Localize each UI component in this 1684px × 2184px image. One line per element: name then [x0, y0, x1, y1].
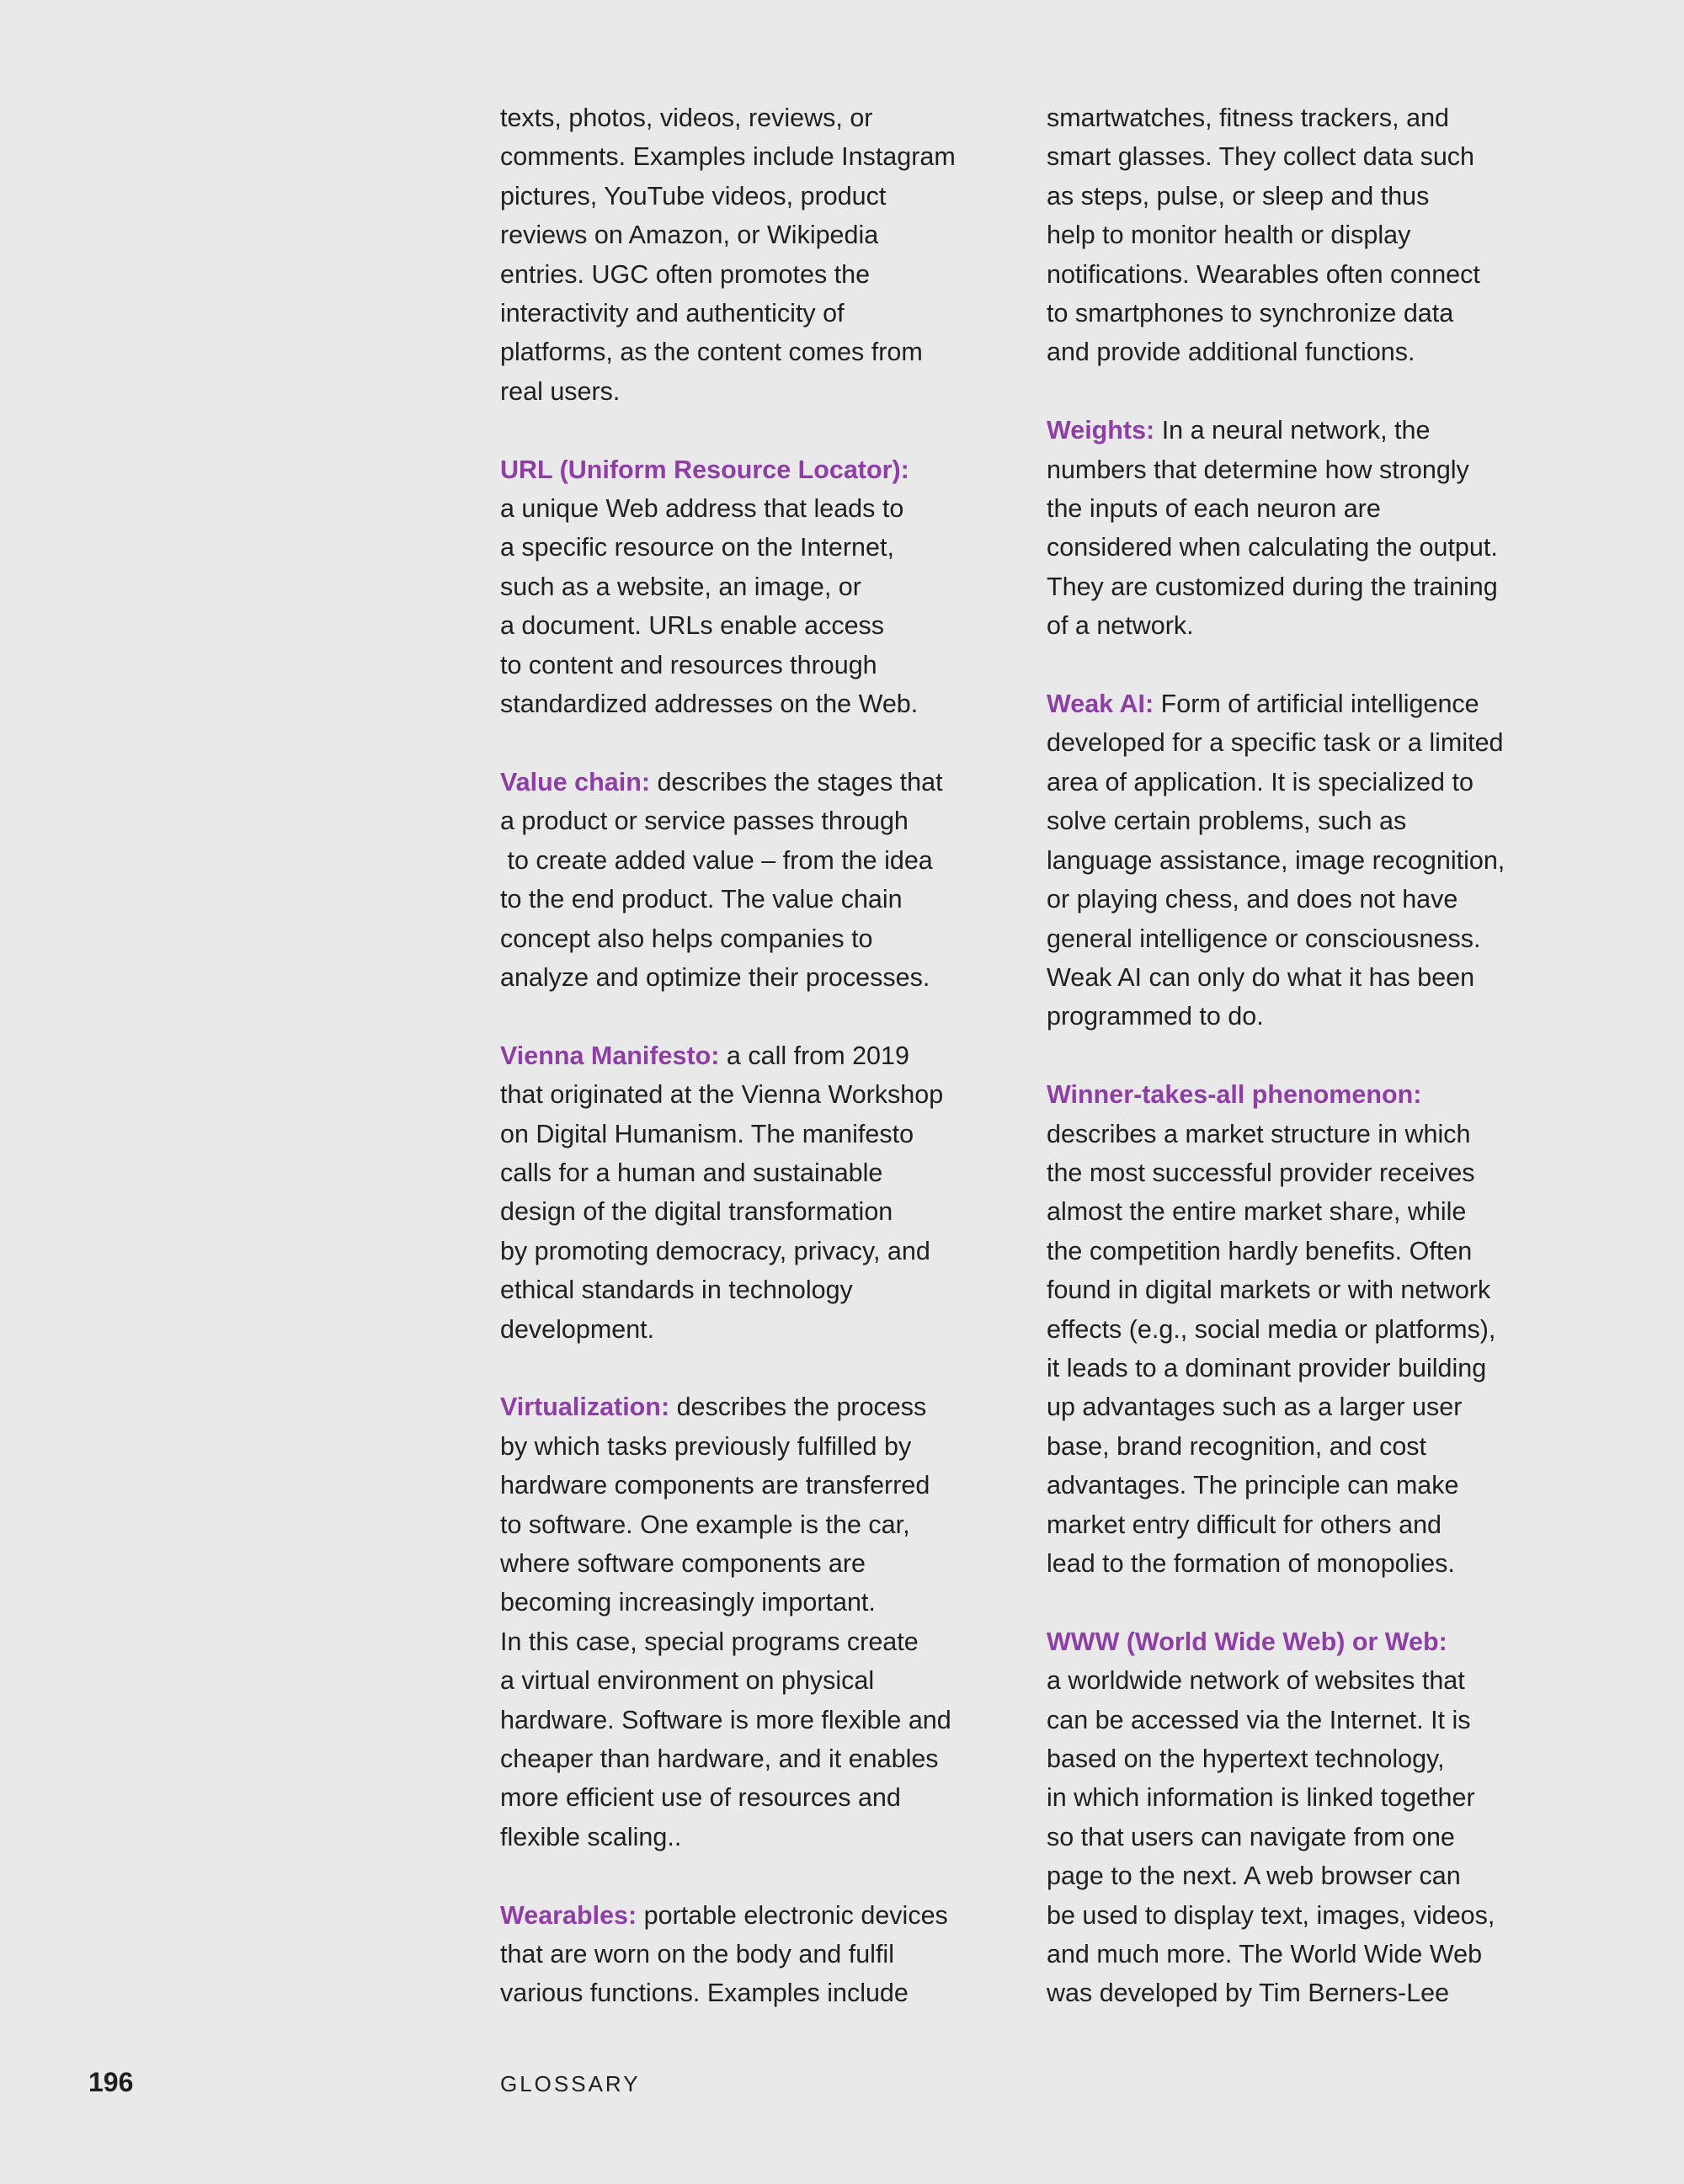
text-line: development.	[500, 1314, 655, 1344]
text-line: smartwatches, fitness trackers, and	[1047, 104, 1450, 132]
glossary-entry-www	[1047, 1622, 1552, 2013]
glossary-column-left	[500, 99, 1005, 2052]
text-line: market entry difficult for others and	[1047, 1510, 1442, 1539]
entry-text	[500, 1388, 1005, 1856]
text-line: describes a market structure in which	[1047, 1119, 1471, 1148]
definition-start: Form of artificial intelligence	[1160, 690, 1479, 719]
text-line: and much more. The World Wide Web	[1047, 1940, 1483, 1969]
entry-text	[1047, 1075, 1552, 1583]
text-line	[500, 1036, 1005, 1075]
glossary-entry-wearables	[500, 1896, 1005, 2013]
definition-start: In a neural network, the	[1161, 416, 1431, 445]
text-line: a worldwide network of websites that	[1047, 1666, 1465, 1696]
text-line: more efficient use of resources and	[500, 1783, 901, 1813]
text-line: notifications. Wearables often connect	[1047, 259, 1480, 289]
text-line: standardized addresses on the Web.	[500, 690, 919, 719]
text-line: ethical standards in technology	[500, 1276, 853, 1305]
entry-text	[500, 99, 1005, 411]
text-line: as steps, pulse, or sleep and thus	[1047, 181, 1430, 210]
text-line: real users.	[500, 376, 621, 406]
definition-start: a call from 2019	[726, 1041, 909, 1070]
text-line: area of application. It is specialized to	[1047, 767, 1474, 796]
text-line: a document. URLs enable access	[500, 611, 885, 641]
text-line: in which information is linked together	[1047, 1783, 1475, 1813]
glossary-column-right	[1047, 99, 1552, 2052]
text-line: Weak AI can only do what it has been	[1047, 962, 1475, 992]
glossary-entry-winner-takes-all	[1047, 1075, 1552, 1583]
text-line: of a network.	[1047, 611, 1194, 641]
glossary-term: Weights:	[1047, 416, 1155, 445]
text-line: or playing chess, and does not have	[1047, 885, 1458, 914]
entry-text	[1047, 684, 1552, 1036]
text-line: where software components are	[500, 1548, 866, 1578]
text-line: pictures, YouTube videos, product	[500, 181, 887, 210]
text-line: lead to the formation of monopolies.	[1047, 1548, 1455, 1578]
text-line: the most successful provider receives	[1047, 1158, 1475, 1187]
text-line: can be accessed via the Internet. It is	[1047, 1705, 1471, 1734]
text-line	[1047, 411, 1552, 450]
definition-start: portable electronic devices	[643, 1900, 948, 1930]
text-line: design of the digital transformation	[500, 1197, 893, 1227]
entry-text	[500, 1036, 1005, 1349]
glossary-term: Value chain:	[500, 767, 650, 796]
text-line: effects (e.g., social media or platforms),	[1047, 1314, 1496, 1344]
text-line: advantages. The principle can make	[1047, 1471, 1459, 1500]
text-line: a virtual environment on physical	[500, 1666, 875, 1696]
text-line: by which tasks previously fulfilled by	[500, 1431, 912, 1461]
text-line: the inputs of each neuron are	[1047, 494, 1381, 524]
glossary-term: Weak AI:	[1047, 690, 1154, 719]
definition-start: describes the process	[676, 1393, 927, 1422]
text-line: considered when calculating the output.	[1047, 533, 1498, 562]
text-line: be used to display text, images, videos,	[1047, 1900, 1495, 1930]
text-line: numbers that determine how strongly	[1047, 455, 1469, 484]
text-line	[500, 763, 1005, 802]
text-line: that are worn on the body and fulfil	[500, 1940, 894, 1969]
text-line: so that users can navigate from one	[1047, 1822, 1455, 1851]
text-line: becoming increasingly important.	[500, 1588, 876, 1617]
glossary-entry-weights	[1047, 411, 1552, 645]
text-line: entries. UGC often promotes the	[500, 259, 871, 289]
text-line: reviews on Amazon, or Wikipedia	[500, 221, 879, 250]
text-line: to create added value – from the idea	[500, 845, 933, 875]
text-line: found in digital markets or with network	[1047, 1276, 1491, 1305]
glossary-entry-url	[500, 450, 1005, 724]
text-line: platforms, as the content comes from	[500, 338, 923, 367]
glossary-term: Wearables:	[500, 1900, 637, 1930]
glossary-entry-weak-ai	[1047, 684, 1552, 1036]
glossary-term: WWW (World Wide Web) or Web:	[1047, 1627, 1447, 1656]
text-line	[1047, 684, 1552, 723]
text-line: up advantages such as a larger user	[1047, 1393, 1463, 1422]
text-line: cheaper than hardware, and it enables	[500, 1745, 939, 1773]
text-line: interactivity and authenticity of	[500, 299, 845, 328]
text-line: almost the entire market share, while	[1047, 1197, 1467, 1227]
entry-text	[500, 763, 1005, 997]
text-line: analyze and optimize their processes.	[500, 962, 930, 992]
text-line: a specific resource on the Internet,	[500, 533, 894, 562]
page-number: 196	[88, 2067, 134, 2097]
text-line: flexible scaling..	[500, 1822, 682, 1851]
text-line: They are customized during the training	[1047, 572, 1498, 601]
text-line: concept also helps companies to	[500, 924, 873, 953]
text-line: hardware. Software is more flexible and	[500, 1705, 951, 1734]
entry-text	[1047, 411, 1552, 645]
text-line: general intelligence or consciousness.	[1047, 924, 1481, 953]
text-line: calls for a human and sustainable	[500, 1158, 883, 1187]
text-line: and provide additional functions.	[1047, 338, 1415, 367]
text-line: based on the hypertext technology,	[1047, 1745, 1445, 1773]
glossary-entry-vienna-manifesto	[500, 1036, 1005, 1349]
text-line: language assistance, image recognition,	[1047, 845, 1505, 875]
entry-text	[1047, 99, 1552, 372]
entry-text	[1047, 1622, 1552, 2013]
glossary-term: Winner-takes-all phenomenon:	[1047, 1080, 1422, 1110]
text-line: smart glasses. They collect data such	[1047, 142, 1475, 172]
text-line	[500, 1896, 1005, 1935]
text-line: developed for a specific task or a limited	[1047, 728, 1504, 758]
text-line: that originated at the Vienna Workshop	[500, 1080, 944, 1110]
text-line: comments. Examples include Instagram	[500, 142, 956, 172]
entry-text	[500, 450, 1005, 724]
text-line: hardware components are transferred	[500, 1471, 930, 1500]
text-line: to smartphones to synchronize data	[1047, 299, 1454, 328]
text-line: texts, photos, videos, reviews, or	[500, 104, 873, 132]
text-line	[500, 1388, 1005, 1426]
text-line: programmed to do.	[1047, 1002, 1264, 1031]
glossary-entry-ugc-continued	[500, 99, 1005, 411]
text-line: various functions. Examples include	[500, 1979, 909, 2008]
text-line: to software. One example is the car,	[500, 1510, 910, 1539]
text-line: was developed by Tim Berners-Lee	[1047, 1979, 1450, 2008]
text-line: to the end product. The value chain	[500, 885, 903, 914]
text-line: to content and resources through	[500, 650, 877, 679]
glossary-entry-wearables-continued	[1047, 99, 1552, 372]
text-line: page to the next. A web browser can	[1047, 1862, 1461, 1891]
glossary-term: Vienna Manifesto:	[500, 1041, 720, 1070]
text-line: the competition hardly benefits. Often	[1047, 1236, 1473, 1265]
text-line: a unique Web address that leads to	[500, 494, 904, 524]
text-line: it leads to a dominant provider building	[1047, 1353, 1487, 1382]
text-line: solve certain problems, such as	[1047, 807, 1407, 836]
text-line: base, brand recognition, and cost	[1047, 1431, 1427, 1461]
section-label: GLOSSARY	[500, 2071, 641, 2096]
glossary-entry-value-chain	[500, 763, 1005, 997]
text-line: In this case, special programs create	[500, 1627, 919, 1656]
glossary-entry-virtualization	[500, 1388, 1005, 1856]
entry-text	[500, 1896, 1005, 2013]
glossary-term: Virtualization:	[500, 1393, 670, 1422]
text-line: by promoting democracy, privacy, and	[500, 1236, 930, 1265]
definition-start: describes the stages that	[657, 767, 943, 796]
glossary-term: URL (Uniform Resource Locator):	[500, 455, 909, 484]
text-line: such as a website, an image, or	[500, 572, 861, 601]
text-line: a product or service passes through	[500, 807, 909, 836]
text-line: help to monitor health or display	[1047, 221, 1411, 250]
text-line: on Digital Humanism. The manifesto	[500, 1119, 914, 1148]
